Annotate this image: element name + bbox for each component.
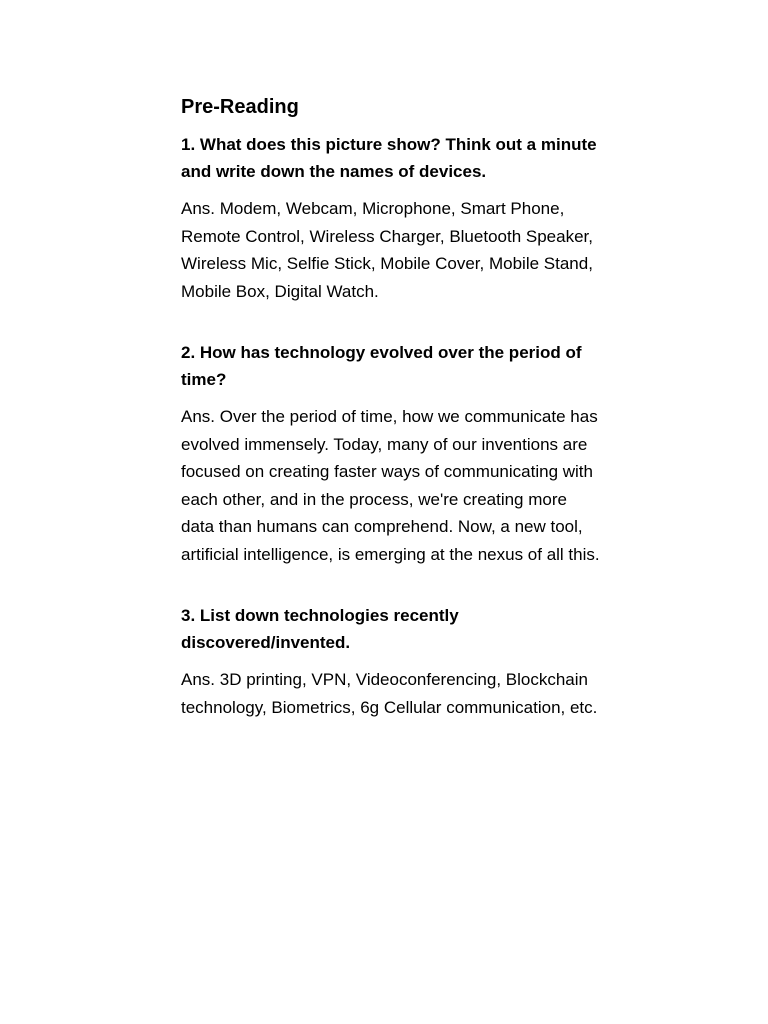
- qa-item-2: [181, 339, 601, 568]
- question-2: 2. How has technology evolved over the period of time?: [181, 343, 582, 389]
- document-page: [181, 93, 601, 721]
- answer-1: Ans. Modem, Webcam, Microphone, Smart Phone, Remote Control, Wireless Charger, Bluetooth Speaker, Wireless Mic, Selfie Stick, Mobile Cover, Mobile Stand, Mobile Box, Digital Watch.: [181, 199, 593, 301]
- answer-3: Ans. 3D printing, VPN, Videoconferencing, Blockchain technology, Biometrics, 6g Cellular communication, etc.: [181, 670, 598, 717]
- question-1: 1. What does this picture show? Think out a minute and write down the names of devices.: [181, 135, 597, 181]
- question-3: 3. List down technologies recently discovered/invented.: [181, 606, 459, 652]
- answer-2: Ans. Over the period of time, how we communicate has evolved immensely. Today, many of our inventions are focused on creating faster ways of communicating with each other, and in the process, we're creating more data than humans can comprehend. Now, a new tool, artificial intelligence, is emerging at the nexus of all this.: [181, 407, 600, 564]
- qa-item-1: [181, 131, 601, 305]
- section-heading: Pre-Reading: [181, 96, 299, 118]
- qa-item-3: [181, 602, 601, 721]
